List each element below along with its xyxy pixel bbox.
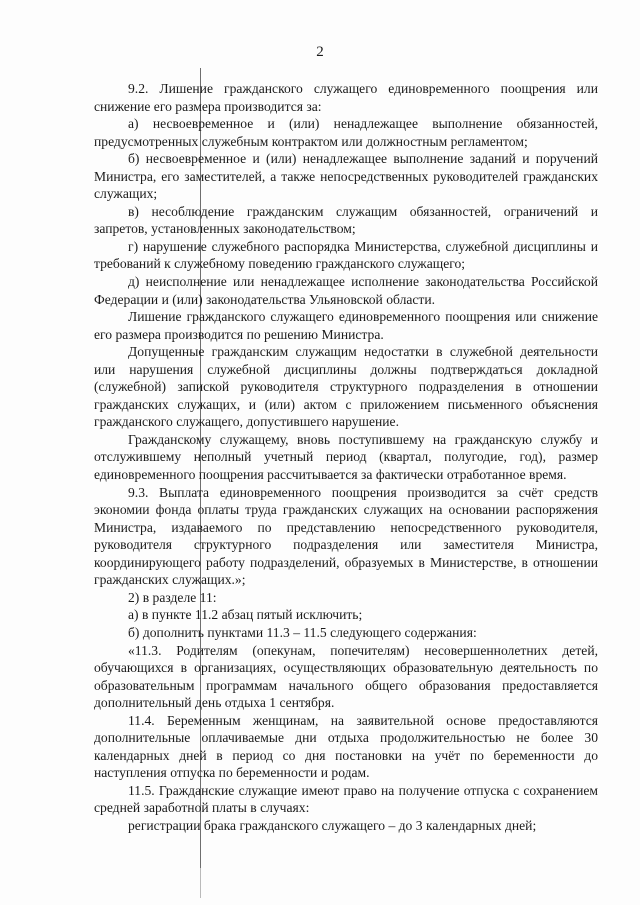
item-11-add: б) дополнить пунктами 11.3 – 11.5 следующего содержания: (128, 624, 477, 640)
paragraph-deprivation-decision: Лишение гражданского служащего единовременного поощрения или снижение его размера производится по решению Министра. (94, 309, 598, 342)
item-b: б) несвоевременное и (или) ненадлежащее выполнение заданий и поручений Министра, его заместителей, а также непосредственных руководителей гражданских служащих; (94, 151, 598, 202)
item-d: д) неисполнение или ненадлежащее исполнение законодательства Российской Федерации и (или) законодательства Ульяновской области. (94, 274, 598, 307)
section-11-intro: 2) в разделе 11: (128, 589, 217, 605)
item-v: в) несоблюдение гражданским служащим обязанностей, ограничений и запретов, установленных законодательством; (94, 203, 598, 237)
paragraph-11-3: «11.3. Родителям (опекунам, попечителям) несовершеннолетних детей, обучающихся в организациях, осуществляющих образовательную деятельность по образовательным программам начального общего образования предоставляется дополнительный день отдыха 1 сентября. (94, 642, 598, 711)
paragraph-11-4: 11.4. Беременным женщинам, на заявительной основе предоставляются дополнительные оплачиваемые дни отдыха продолжительностью не более 30 календарных дней в период со дня постановки на учёт по беременности до наступления отпуска по беременности и родам. (94, 712, 598, 781)
paragraph-9-3: 9.3. Выплата единовременного поощрения производится за счёт средств экономии фонда оплаты труда гражданских служащих на основании распоряжения Министра, издаваемого по представлению непосредственного руководителя, руководителя структурного подразделения или заместителя Министра, координирующего работу подразделений, образуемых в Министерстве, в отношении гражданских служащих.»; (94, 484, 598, 588)
item-marriage-registration: регистрации брака гражданского служащего – до 3 календарных дней; (128, 817, 537, 833)
item-a: а) несвоевременное и (или) ненадлежащее выполнение обязанностей, предусмотренных служебным контрактом или должностным регламентом; (94, 116, 598, 149)
item-g: г) нарушение служебного распорядка Министерства, служебной дисциплины и требований к служебному поведению гражданского служащего; (94, 238, 598, 272)
page-number: 2 (316, 44, 324, 60)
paragraph-shortcomings: Допущенные гражданским служащим недостатки в служебной деятельности или нарушения служебной дисциплины должны подтверждаться докладной (служебной) запиской руководителя структурного подразделения в отношении гражданских служащих, и (или) актом с приложением письменного объяснения гражданского служащего, допустившего нарушение. (94, 344, 598, 430)
paragraph-new-employee: Гражданскому служащему, вновь поступившему на гражданскую службу и отслужившему неполный учетный период (квартал, полугодие, год), размер единовременного поощрения рассчитывается за фактически отработанное время. (94, 431, 598, 483)
scan-artifact-line-lower (200, 868, 201, 898)
paragraph-9-2: 9.2. Лишение гражданского служащего единовременного поощрения или снижение его размера производится за: (94, 81, 598, 114)
item-11-2-change: а) в пункте 11.2 абзац пятый исключить; (128, 607, 363, 623)
document-body (94, 80, 598, 835)
paragraph-11-5: 11.5. Гражданские служащие имеют право на получение отпуска с сохранением средней заработной платы в случаях: (94, 782, 598, 816)
